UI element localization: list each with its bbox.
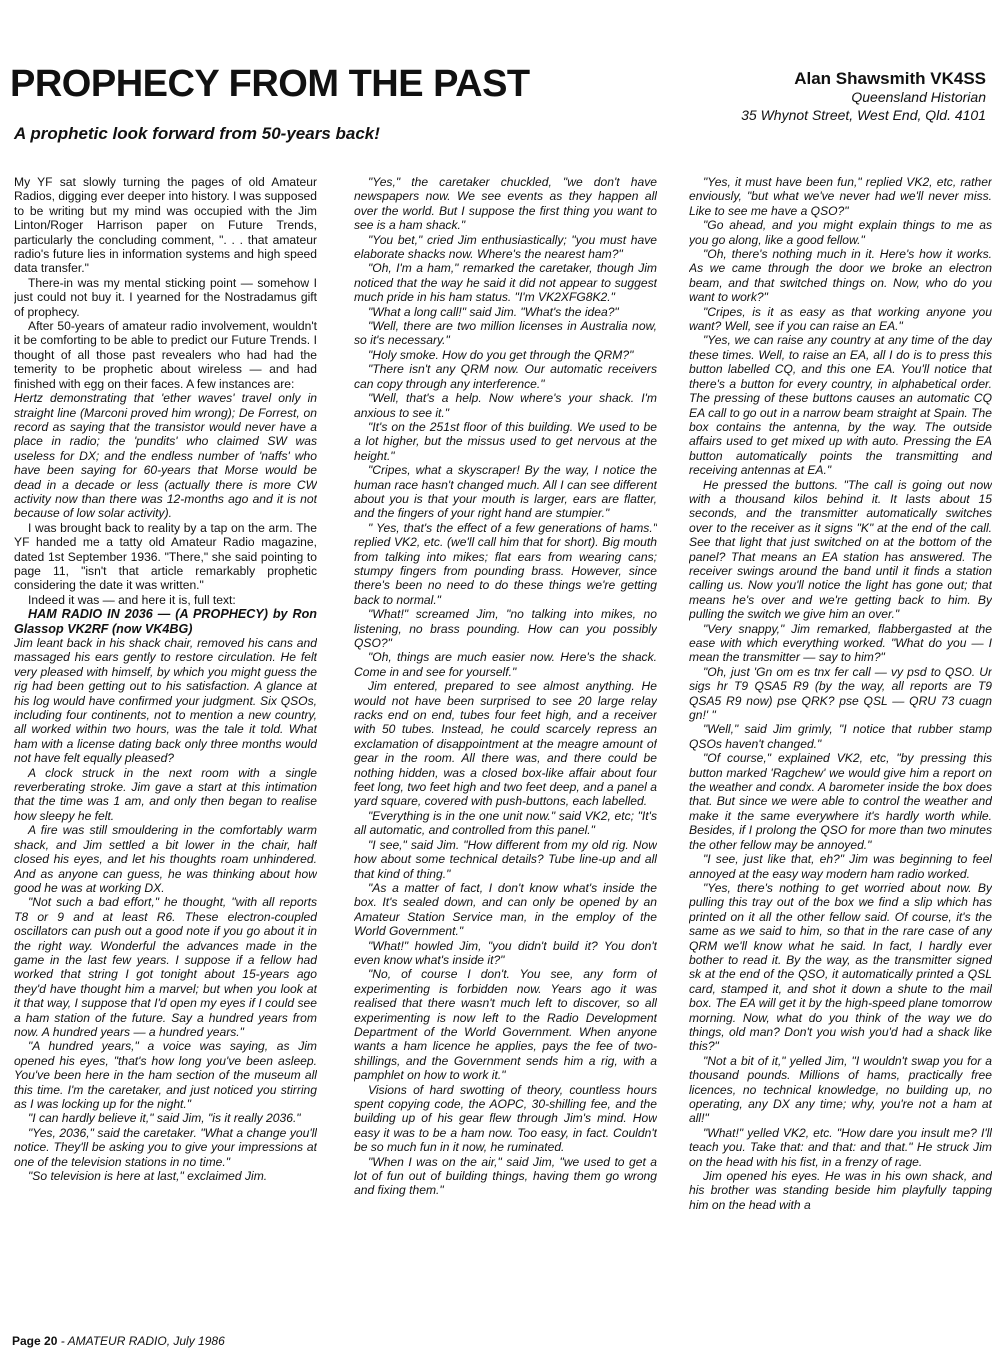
paragraph: "I see, just like that, eh?" Jim was beginning to feel annoyed at the easy way modern ham radio worked.	[689, 852, 992, 881]
paragraph: "Oh, I'm a ham," remarked the caretaker, though Jim noticed that the way he said it did not appear to suggest much pride in his ham status. "I'm VK2XFG8K2."	[354, 261, 657, 305]
text-column-1	[14, 175, 317, 1335]
author-address: 35 Whynot Street, West End, Qld. 4101	[741, 107, 986, 123]
paragraph: "Yes, it must have been fun," replied VK2, etc, rather enviously, "but what we've never had we'll never miss. Like to see me have a QSO?"	[689, 175, 992, 218]
paragraph: "Yes, 2036," said the caretaker. "What a change you'll notice. They'll be asking you to give your impressions at one of the television stations in no time."	[14, 1125, 317, 1169]
paragraph: "When I was on the air," said Jim, "we used to get a lot of fun out of building things, having them go wrong and fixing them."	[354, 1154, 657, 1198]
paragraph: Jim leant back in his shack chair, removed his cans and massaged his ears gently to restore circulation. He felt very pleased with himself, by which you might guess the rig had been getting out to his satisfaction. A glance at his log would have confirmed your judgment. Six QSOs, including four continents, not to mention a new country, all worked within two hours, was the tale it told. What ham with a license dating back only three months would not have felt equally pleased?	[14, 636, 317, 766]
paragraph: A clock struck in the next room with a single reverberating stroke. Jim gave a start at this intimation that the time was 1 am, and only then began to realise how sleepy he felt.	[14, 765, 317, 823]
paragraph: "You bet," cried Jim enthusiastically; "you must have elaborate shacks now. Where's the nearest ham?"	[354, 232, 657, 262]
paragraph: "Yes, we can raise any country at any time of the day these times. Well, to raise an EA, all I do is to press this button labelled CQ, and this one EA. You'll notice that there's a button for every country, in alphabetical order. The pressing of these buttons causes an automatic CQ EA call to go out in a narrow beam straight at Spain. The box contains the antenna, by the way. The outside affairs used to get mixed up with auto. Pressing the EA button automatically points the transmitting and receiving antennas at EA."	[689, 333, 992, 478]
paragraph: "What!" howled Jim, "you didn't build it? You don't even know what's inside it?"	[354, 938, 657, 967]
text-column-2	[354, 175, 657, 1335]
paragraph: "Not a bit of it," yelled Jim, "I wouldn't swap you for a thousand pounds. Millions of hams, practically free licences, no technical knowledge, no building up, no operating, any DX any time; why, you're not a ham at all!"	[689, 1053, 992, 1126]
paragraph: "A hundred years," a voice was saying, as Jim opened his eyes, "that's how long you've been asleep. You've been here in the ham section of the museum all this time. I'm the caretaker, and just noticed you stirring as I was locking up for the night."	[14, 1039, 317, 1111]
paragraph: "Go ahead, and you might explain things to me as you go along, like a good fellow."	[689, 218, 992, 247]
paragraph: "What a long call!" said Jim. "What's the idea?"	[368, 304, 619, 319]
magazine-credit: - AMATEUR RADIO, July 1986	[57, 1334, 225, 1348]
page-number: Page 20	[12, 1334, 58, 1348]
paragraph: Jim entered, prepared to see almost anything. He would not have been surprised to see 20 large relay racks end on end, tubes four feet high, and a receiver with 50 tubes. Instead, he could scarcely repress an exclamation of disappointment at the meagre amount of gear in the room. All there was, and there could be nothing hidden, was a closed box-like affair about four feet long, two feet high and two feet deep, and a panel a yard square, covered with push-buttons, each labelled.	[354, 679, 657, 809]
paragraph: "What!" screamed Jim, "no talking into mikes, no listening, no brass pounding. How can you possibly QSO?"	[354, 607, 657, 650]
paragraph: "Oh, just 'Gn om es tnx fer call — vy psd to QSO. Ur sigs hr T9 QSA5 R9 (by the way, all reports are T9 QSA5 R9 now) pse QRK? pse QSL — QRU 73 cuagn gn!' "	[689, 664, 992, 723]
paragraph: "What!" yelled VK2, etc. "How dare you insult me? I'll teach you. Take that: and that: and that." He struck Jim on the head with his fist, in a frenzy of rage.	[689, 1125, 992, 1169]
paragraph: "Holy smoke. How do you get through the QRM?"	[368, 347, 634, 362]
paragraph: He pressed the buttons. "The call is going out now with a thousand kilos behind it. It lasts about 15 seconds, and the transmitter automatically switches over to the receiver as it signs "K" at the end of the call. See that light that just switched on at the bottom of the panel? That means an EA station has answered. The receiver swings around the band until it finds a station calling us. Now you'll notice the light has gone out; that means he's over and we're getting back to him. By pulling the switch we give him an over."	[689, 477, 992, 622]
page-footer	[12, 1334, 225, 1348]
paragraph: "Very snappy," Jim remarked, flabbergasted at the ease with which everything worked. "What do you — I mean the transmitter — say to him?"	[689, 621, 992, 665]
paragraph: "So television is here at last," exclaimed Jim.	[28, 1169, 268, 1184]
paragraph: "Cripes, what a skyscraper! By the way, I notice the human race hasn't changed much. All I can see different about you is that your mouth is larger, ears are flatter, and the fingers of your right hand are stumpier."	[354, 463, 657, 521]
paragraph: "Yes," the caretaker chuckled, "we don't have newspapers now. We see events as they happen all over the world. But I suppose the first thing you want to see is a ham shack."	[354, 175, 657, 233]
paragraph: "Well, that's a help. Now where's your shack. I'm anxious to see it."	[354, 391, 657, 420]
paragraph: "Well, there are two million licenses in Australia now, so it's necessary."	[354, 319, 657, 348]
text-column-3	[689, 175, 992, 1335]
paragraph: " Yes, that's the effect of a few generations of hams." replied VK2, etc. (we'll call him that for short). Big mouth from talking into mikes; flat ears from wearing cans; stumpy fingers from pounding brass. However, since there's been no need to do these things we're getting back to normal."	[354, 520, 657, 607]
paragraph: A fire was still smouldering in the comfortably warm shack, and Jim settled a bit lower in the chair, half closed his eyes, and let his thoughts roam unhindered. And as anyone can guess, he was thinking about how good he was at working DX.	[14, 823, 317, 895]
paragraph: "I see," said Jim. "How different from my old rig. Now how about some technical details? Tube line-up and all that kind of thing."	[354, 837, 657, 881]
paragraph: "Oh, there's nothing much in it. Here's how it works. As we came through the door we broke an electron beam, and that switched things on. Now, who do you want to work?"	[689, 247, 992, 305]
paragraph: "It's on the 251st floor of this building. We used to be a lot higher, but the missus used to get nervous at the height."	[354, 419, 657, 463]
author-block	[741, 70, 986, 124]
paragraph: Indeed it was — and here it is, full text:	[28, 592, 236, 607]
author-role: Queensland Historian	[851, 89, 986, 105]
paragraph: "As a matter of fact, I don't know what's inside the box. It's sealed down, and can only be opened by an Amateur Station Service man, in the employ of the World Government."	[354, 880, 657, 939]
paragraph: "Cripes, is it as easy as that working anyone you want? Well, see if you can raise an EA."	[689, 304, 992, 334]
paragraph: "There isn't any QRM now. Our automatic receivers can copy through any interference."	[354, 362, 657, 391]
paragraph: "No, of course I don't. You see, any form of experimenting is forbidden now. Years ago it was realised that there wasn't much left to discover, so all experimenting is now left to the Radio Development Department of the World Government. When anyone wants a ham licence he applies, pays the fee of two-shillings, and the Government sends him a rig, with a pamphlet on how to work it."	[354, 967, 657, 1083]
paragraph: "Not such a bad effort," he thought, "with all reports T8 or 9 and at least R6. These electron-coupled oscillators can push out a good note if you go about it in the right way. Wonderful the advances made in the game in the last few years. I suppose if a fellow had worked that string I got tonight about 15-years ago they'd have thought him a marvel; but when you look at it that way, I suppose that I'd open my eyes if I could see a ham station of the future. Say a hundred years from now. A hundred years — a hundred years."	[14, 895, 317, 1039]
paragraph: "Well," said Jim grimly, "I notice that rubber stamp QSOs haven't changed."	[689, 722, 992, 751]
paragraph: Jim opened his eyes. He was in his own shack, and his brother was standing beside him playfully tapping him on the head with a	[689, 1169, 992, 1212]
paragraph: I was brought back to reality by a tap on the arm. The YF handed me a tatty old Amateur Radio magazine, dated 1st September 1936. "There," she said pointing to page 11, "isn't that article remarkably prophetic considering the date it was written."	[14, 520, 317, 593]
story-heading: HAM RADIO IN 2036 — (A PROPHECY) by Ron Glassop VK2RF (now VK4BG)	[14, 607, 317, 636]
paragraph: "Yes, there's nothing to get worried about now. By pulling this tray out of the box we find a slip which has printed on it all the other fellow said. Of course, it's the same as we said to him, so that in the rare case of any QRM we'll know what he said. In fact, I hardly ever bother to read it. By the way, as the transmitter signed sk at the end of the QSO, it automatically printed a QSL card, stamped it, and shot it down a shute to the mail box. The EA will get it by the high-speed plane tomorrow morning. Now, what do you think of the way we do things, old man? Don't you wish you'd had a shack like this?"	[689, 880, 992, 1054]
paragraph: My YF sat slowly turning the pages of old Amateur Radios, digging ever deeper into history. I was supposed to be writing but my mind was occupied with the Jim Linton/Roger Harrison paper on Future Trends, particularly the concluding comment, ". . . that amateur radio's future lies in information systems and high speed data transfer."	[14, 175, 317, 276]
paragraph: "Everything is in the one unit now." said VK2, etc; "It's all automatic, and controlled from this panel."	[354, 808, 657, 838]
paragraph: "I can hardly believe it," said Jim, "is it really 2036."	[28, 1111, 301, 1126]
article-title: PROPHECY FROM THE PAST	[10, 63, 530, 105]
paragraph: Hertz demonstrating that 'ether waves' travel only in straight line (Marconi proved him wrong); De Forrest, on record as saying that the transistor would never have a place in radio; the 'pundits' who claimed SW was useless for DX; and the endless number of 'naffs' who have been saying for 60-years that Morse would be dead in a decade or less (actually there is more CW activity now than there was 12-months ago and it is not because of low solar activity).	[14, 391, 317, 521]
author-name: Alan Shawsmith VK4SS	[794, 69, 986, 88]
paragraph: After 50-years of amateur radio involvement, wouldn't it be comforting to be able to predict our Future Trends. I thought of all those past revealers who had had the temerity to be prophetic about wireless — and had finished with egg on their faces. A few instances are:	[14, 319, 317, 391]
paragraph: There-in was my mental sticking point — somehow I just could not buy it. I yearned for the Nostradamus gift of prophecy.	[14, 275, 317, 319]
article-subtitle: A prophetic look forward from 50-years back!	[14, 124, 380, 143]
paragraph: "Of course," explained VK2, etc, "by pressing this button marked 'Ragchew' we would give him a report on the weather and condx. A barometer inside the box does that. But since we were able to control the weather and make it the same everywhere it's hardly worth while. Besides, if I prolong the QSO for more than two minutes the other fellow may be annoyed."	[689, 751, 992, 852]
paragraph: "Oh, things are much easier now. Here's the shack. Come in and see for yourself."	[354, 650, 657, 679]
paragraph: Visions of hard swotting of theory, countless hours spent copying code, the AOPC, 30-shilling fee, and the building up of his gear flew through Jim's mind. How easy it was to be a ham now. Too easy, in fact. Couldn't be so much fun in it now, he ruminated.	[354, 1082, 657, 1155]
